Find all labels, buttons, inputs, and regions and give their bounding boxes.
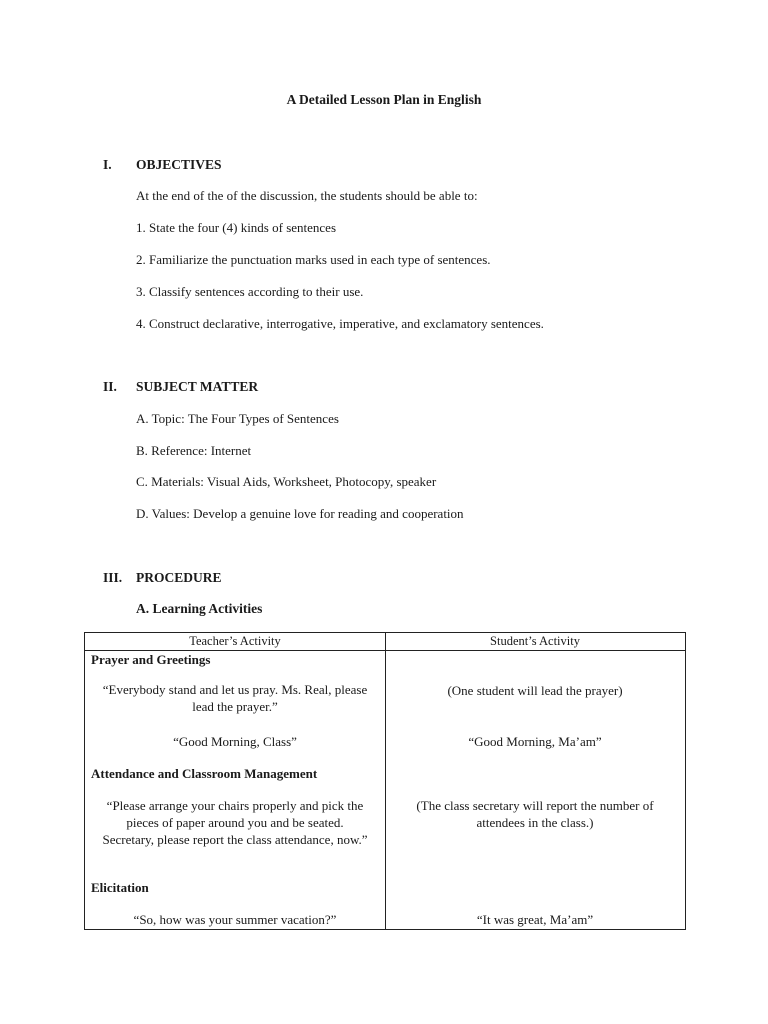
teacher-activity-header: Teacher’s Activity xyxy=(189,634,281,648)
section-3-numeral: III. xyxy=(103,570,123,585)
student-line: “Good Morning, Ma’am” xyxy=(468,734,602,749)
objectives-intro: At the end of the of the discussion, the students should be able to: xyxy=(136,188,478,203)
learning-activities-subheading: A. Learning Activities xyxy=(136,601,263,616)
subject-matter-item: C. Materials: Visual Aids, Worksheet, Photocopy, speaker xyxy=(136,474,437,489)
prayer-greetings-label: Prayer and Greetings xyxy=(91,652,211,667)
page-title: A Detailed Lesson Plan in English xyxy=(286,92,482,107)
section-1-heading: OBJECTIVES xyxy=(136,157,222,172)
section-2-numeral: II. xyxy=(103,379,117,394)
teacher-line: “Good Morning, Class” xyxy=(173,734,297,749)
objective-item: 3. Classify sentences according to their use. xyxy=(136,284,364,299)
student-line: “It was great, Ma’am” xyxy=(476,912,594,927)
teacher-line: “So, how was your summer vacation?” xyxy=(133,912,337,927)
column-divider xyxy=(385,633,386,929)
objective-item: 4. Construct declarative, interrogative, imperative, and exclamatory sentences. xyxy=(136,316,544,331)
section-1-numeral: I. xyxy=(103,157,112,172)
teacher-line: Secretary, please report the class attendance, now.” xyxy=(102,832,368,847)
attendance-label: Attendance and Classroom Management xyxy=(91,766,318,781)
student-line: attendees in the class.) xyxy=(476,815,594,830)
teacher-line: “Everybody stand and let us pray. Ms. Real, please xyxy=(102,682,368,697)
teacher-line: “Please arrange your chairs properly and pick the xyxy=(106,798,364,813)
objective-item: 1. State the four (4) kinds of sentences xyxy=(136,220,337,235)
section-3-heading: PROCEDURE xyxy=(136,570,222,585)
elicitation-label: Elicitation xyxy=(91,880,149,895)
subject-matter-item: A. Topic: The Four Types of Sentences xyxy=(136,411,339,426)
student-line: (The class secretary will report the number of xyxy=(416,798,654,813)
teacher-line: pieces of paper around you and be seated. xyxy=(126,815,344,830)
teacher-line: lead the prayer.” xyxy=(192,699,278,714)
student-activity-header: Student’s Activity xyxy=(490,634,580,648)
objective-item: 2. Familiarize the punctuation marks used in each type of sentences. xyxy=(136,252,491,267)
section-2-heading: SUBJECT MATTER xyxy=(136,379,259,394)
subject-matter-item: D. Values: Develop a genuine love for reading and cooperation xyxy=(136,506,464,521)
learning-activities-table xyxy=(84,632,686,930)
student-line: (One student will lead the prayer) xyxy=(447,683,623,698)
subject-matter-item: B. Reference: Internet xyxy=(136,443,252,458)
